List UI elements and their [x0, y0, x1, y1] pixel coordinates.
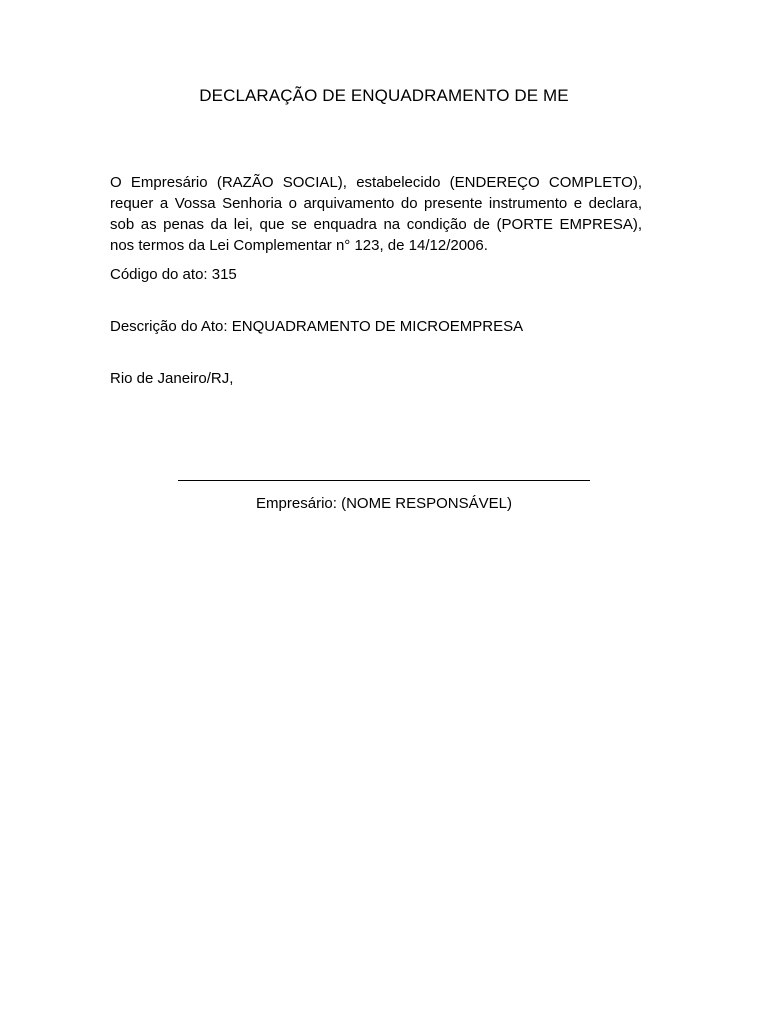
- document-title: DECLARAÇÃO DE ENQUADRAMENTO DE ME: [199, 86, 569, 105]
- act-code-line: Código do ato: 315: [110, 266, 237, 283]
- paragraph-line: requer a Vossa Senhoria o arquivamento do presente instrumento e declara,: [110, 195, 642, 212]
- place-date-line: Rio de Janeiro/RJ,: [110, 370, 234, 387]
- paragraph-line: sob as penas da lei, que se enquadra na condição de (PORTE EMPRESA),: [110, 216, 642, 233]
- paragraph-line: nos termos da Lei Complementar n° 123, de 14/12/2006.: [110, 237, 488, 254]
- signature-line: [178, 480, 590, 481]
- signature-label: Empresário: (NOME RESPONSÁVEL): [256, 495, 512, 512]
- act-description-line: Descrição do Ato: ENQUADRAMENTO DE MICROEMPRESA: [110, 318, 524, 335]
- paragraph-line: O Empresário (RAZÃO SOCIAL), estabelecido (ENDEREÇO COMPLETO),: [110, 174, 642, 191]
- declaration-paragraph: [110, 172, 642, 256]
